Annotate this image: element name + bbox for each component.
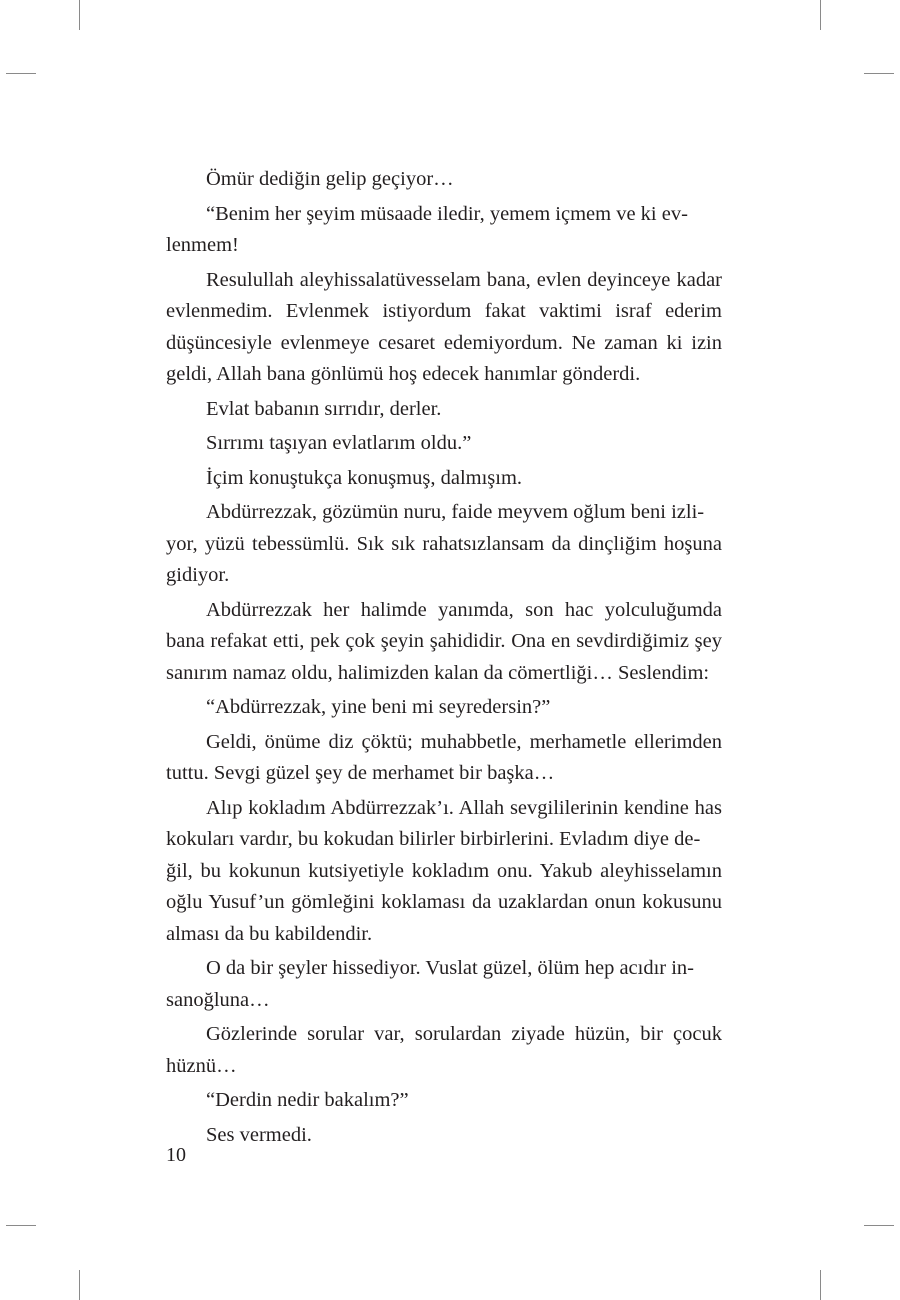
paragraph: Alıp kokladım Abdürrezzak’ı. Allah sevgililerinin kendine has kokuları vardır, bu kokudan bilirler birbirlerini. Evladım diye de- ğil, bu kokunun kutsiyetiyle kokladım onu. Yakub aleyhisselamın oğlu Yusuf’un gömleğini koklaması da uzaklardan onun kokusunu alması da bu kabildendir. — [166, 796, 722, 945]
crop-mark-top-left — [79, 0, 80, 30]
paragraph: Abdürrezzak her halimde yanımda, son hac yolculuğumda bana refakat etti, pek çok şeyin şahididir. Ona en sevdirdiğimiz şey sanırım namaz oldu, halimizden kalan da cömertliği… Seslendim: — [166, 598, 722, 684]
crop-mark-left-top — [6, 73, 36, 74]
crop-mark-top-right — [820, 0, 821, 30]
crop-mark-bottom-left — [79, 1270, 80, 1300]
paragraph: “Abdürrezzak, yine beni mi seyredersin?” — [206, 696, 551, 718]
paragraph: “Benim her şeyim müsaade iledir, yemem içmem ve ki ev- lenmem! — [166, 202, 688, 256]
paragraph: Ömür dediğin gelip geçiyor… — [206, 168, 454, 190]
paragraph: Evlat babanın sırrıdır, derler. — [206, 397, 442, 420]
body-text — [166, 164, 722, 1154]
paragraph: İçim konuştukça konuşmuş, dalmışım. — [206, 466, 523, 489]
paragraph: O da bir şeyler hissediyor. Vuslat güzel, ölüm hep acıdır in- sanoğluna… — [166, 957, 695, 1011]
paragraph: Abdürrezzak, gözümün nuru, faide meyvem oğlum beni izli- yor, yüzü tebessümlü. Sık sık rahatsızlansam da dinçliğim hoşuna gidiyor. — [166, 501, 722, 586]
paragraph: Sırrımı taşıyan evlatlarım oldu.” — [206, 432, 472, 454]
crop-mark-left-bottom — [6, 1225, 36, 1226]
crop-mark-right-bottom — [864, 1225, 894, 1226]
page-number: 10 — [166, 1144, 186, 1166]
paragraph: “Derdin nedir bakalım?” — [206, 1089, 409, 1111]
paragraph: Geldi, önüme diz çöktü; muhabbetle, merhametle ellerimden tuttu. Sevgi güzel şey de merhamet bir başka… — [166, 730, 722, 784]
crop-mark-right-top — [864, 73, 894, 74]
crop-mark-bottom-right — [820, 1270, 821, 1300]
paragraph: Resulullah aleyhissalatüvesselam bana, evlen deyinceye kadar evlenmedim. Evlenmek istiyordum fakat vaktimi israf ederim düşüncesiyle evlenmeye cesaret edemiyordum. Ne zaman ki izin geldi, Allah bana gönlümü hoş edecek hanımlar gönderdi. — [166, 268, 722, 385]
paragraph: Ses vermedi. — [206, 1123, 312, 1146]
paragraph: Gözlerinde sorular var, sorulardan ziyade hüzün, bir çocuk hüznü… — [166, 1023, 722, 1077]
